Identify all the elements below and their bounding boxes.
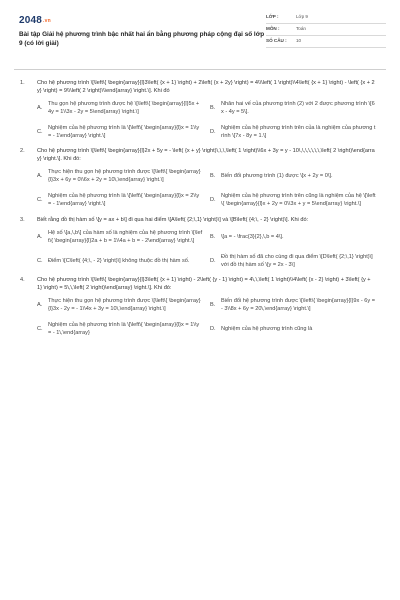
page-title: Bài tập Giải hệ phương trình bậc nhất hai ẩn bằng phương pháp cộng đại số lớp 9 (có lời giải) — [19, 31, 265, 48]
meta-table — [266, 12, 386, 48]
question-1 — [14, 80, 386, 140]
site-logo[interactable] — [19, 14, 51, 28]
option-text: Nghiệm của hệ phương trình là \[\left\{ \begin{array}{l}x = 2\\y = - 1\end{array} \right.\] — [48, 193, 200, 208]
question-number: 1. — [20, 80, 25, 86]
question-3 — [14, 217, 386, 270]
option-d[interactable] — [210, 193, 383, 208]
option-text: Hệ số \[a,\,b\] của hàm số là nghiệm của hệ phương trình \[\left\{ \begin{array}{l}2a + b = 1\\4a + b = - 2\end{array} \right.\] — [48, 230, 203, 244]
option-c[interactable] — [37, 254, 210, 269]
question-number: 3. — [20, 216, 25, 223]
option-a[interactable] — [37, 298, 210, 313]
meta-row-class — [266, 12, 386, 24]
meta-value: Lớp 9 — [296, 14, 308, 20]
option-text: Thực hiện thu gọn hệ phương trình được \[\left\{ \begin{array}{l}3x + 6y = 0\\6x + 2y = 10\,\end{array} \right.\] — [48, 169, 201, 183]
question-list — [14, 80, 386, 346]
question-2 — [14, 148, 386, 208]
answer-options — [37, 101, 383, 140]
question-text: Biết rằng đồ thị hàm số \[y = ax + b\] đi qua hai điểm \[A\left( {2;\,1} \right)\] và \[B\left( {4;\, - 2} \right)\]. Khi đó: — [37, 216, 309, 223]
meta-key: LỚP : — [266, 14, 279, 20]
option-text: Đồ thị hàm số đã cho cùng đi qua điểm \[D\left( {2;\,1} \right)\] với đồ thị hàm số \[y = 2x - 3\] — [221, 254, 373, 268]
option-label: B. — [210, 104, 216, 111]
question-text: Cho hệ phương trình \[\left\{ \begin{array}{l}2x + 5y = - \left( {x + y} \right)\,\,\,\left( 1 \right)\\6x + 3y = y - 10\,\,\,\,\,\,\,\left( 2 \right)\end{array} \right.\]. Khi đó: — [37, 148, 375, 162]
logo-text: 2048 — [19, 15, 43, 26]
option-label: D. — [210, 257, 216, 264]
option-text: \[a = - \frac{3}{2},\,b = 4\]. — [221, 233, 284, 240]
option-text: Nghiệm của hệ phương trình là \[\left\{ \begin{array}{l}x = 1\\y = - 1\,\end{array} — [48, 322, 200, 337]
option-label: C. — [37, 128, 43, 135]
header-divider — [14, 69, 386, 70]
question-text: Cho hệ phương trình \[\left\{ \begin{array}{l}3\left( {x + 1} \right) - 2\left( {y - 1} \right) = 4\,\,\left( 1 \right)\\4\left( {x - 2} \right) + 3\left( {y + 1} \right) = 5\,\,\left( 2 \right)\end{array} \right.\]. Khi đó: — [37, 277, 371, 291]
option-label: C. — [37, 197, 43, 204]
option-label: B. — [210, 302, 216, 309]
option-label: D. — [210, 128, 216, 135]
option-b[interactable] — [210, 298, 383, 313]
question-text: Cho hệ phương trình \[\left\{ \begin{array}{l}3\left( {x + 1} \right) + 2\left( {x + 2y} \right) = 4\\\left( 1 \right)\\4\left( {x + 1} \right) - \left( {x + 2y} \right) = 9\\\left( 2 \right)\\\end{array} \right.\]. Khi đó — [37, 80, 375, 94]
option-label: C. — [37, 257, 43, 264]
option-c[interactable] — [37, 125, 210, 140]
option-text: Biến đổi hệ phương trình được \[\left\{ \begin{array}{l}9x - 6y = - 3\\8x + 6y = 20\,\end{array} \right.\] — [221, 298, 375, 312]
answer-options — [37, 169, 383, 208]
option-text: Biến đổi phương trình (1) được \[x + 2y = 0\]. — [221, 173, 333, 180]
option-text: Nghiệm của hệ phương trình trên cũng là nghiệm của hệ \[\left\{ \begin{array}{l}x + 2y = 0\\3x + y = 5\end{array} \right.\] — [221, 193, 376, 208]
option-label: B. — [210, 233, 216, 240]
meta-key: MÔN : — [266, 26, 280, 32]
meta-row-subject — [266, 24, 386, 36]
option-d[interactable] — [210, 322, 383, 337]
option-b[interactable] — [210, 169, 383, 184]
option-b[interactable] — [210, 101, 383, 116]
option-label: C. — [37, 326, 43, 333]
answer-options — [37, 298, 383, 337]
option-label: A. — [37, 173, 43, 180]
option-b[interactable] — [210, 230, 383, 245]
option-a[interactable] — [37, 101, 210, 116]
option-label: A. — [37, 104, 43, 111]
option-text: Nhân hai vế của phương trình (2) với 2 được phương trình \[6x - 4y = 5\]. — [221, 101, 375, 115]
meta-row-count — [266, 36, 386, 48]
option-text: Thực hiện thu gọn hệ phương trình được \[\left\{ \begin{array}{l}3x - 2y = - 1\\4x + 3y = 10\,\end{array} \right.\] — [48, 298, 201, 312]
option-c[interactable] — [37, 322, 210, 337]
meta-value: 10 — [296, 38, 302, 44]
option-c[interactable] — [37, 193, 210, 208]
option-d[interactable] — [210, 125, 383, 140]
option-text: Thu gọn hệ phương trình được hệ \[\left\{ \begin{array}{l}5x + 4y = 1\\3x - 2y = 5\end{array} \right.\] — [48, 101, 200, 115]
option-text: Nghiệm của hệ phương trình trên của là nghiệm của phương trình \[7x - 8y = 1.\] — [221, 125, 376, 139]
meta-value: Toán — [296, 26, 306, 32]
option-text: Nghiệm của hệ phương trình cũng là — [221, 326, 313, 333]
option-label: A. — [37, 302, 43, 309]
logo-suffix: .vn — [43, 18, 51, 24]
option-d[interactable] — [210, 254, 383, 269]
option-label: D. — [210, 326, 216, 333]
question-number: 4. — [20, 277, 25, 284]
option-text: Nghiệm của hệ phương trình là \[\left\{ \begin{array}{l}x = 1\\y = - 1\end{array} \right.\] — [48, 125, 200, 139]
meta-key: SỐ CÂU : — [266, 38, 287, 44]
option-label: B. — [210, 173, 216, 180]
option-a[interactable] — [37, 169, 210, 184]
page-header — [14, 12, 386, 59]
question-4 — [14, 277, 386, 337]
option-text: Điểm \[C\left( {4;\, - 2} \right)\] không thuộc đồ thị hàm số. — [48, 257, 190, 264]
option-label: D. — [210, 197, 216, 204]
option-label: A. — [37, 233, 43, 240]
question-number: 2. — [20, 148, 25, 155]
answer-options — [37, 230, 383, 269]
option-a[interactable] — [37, 230, 210, 245]
